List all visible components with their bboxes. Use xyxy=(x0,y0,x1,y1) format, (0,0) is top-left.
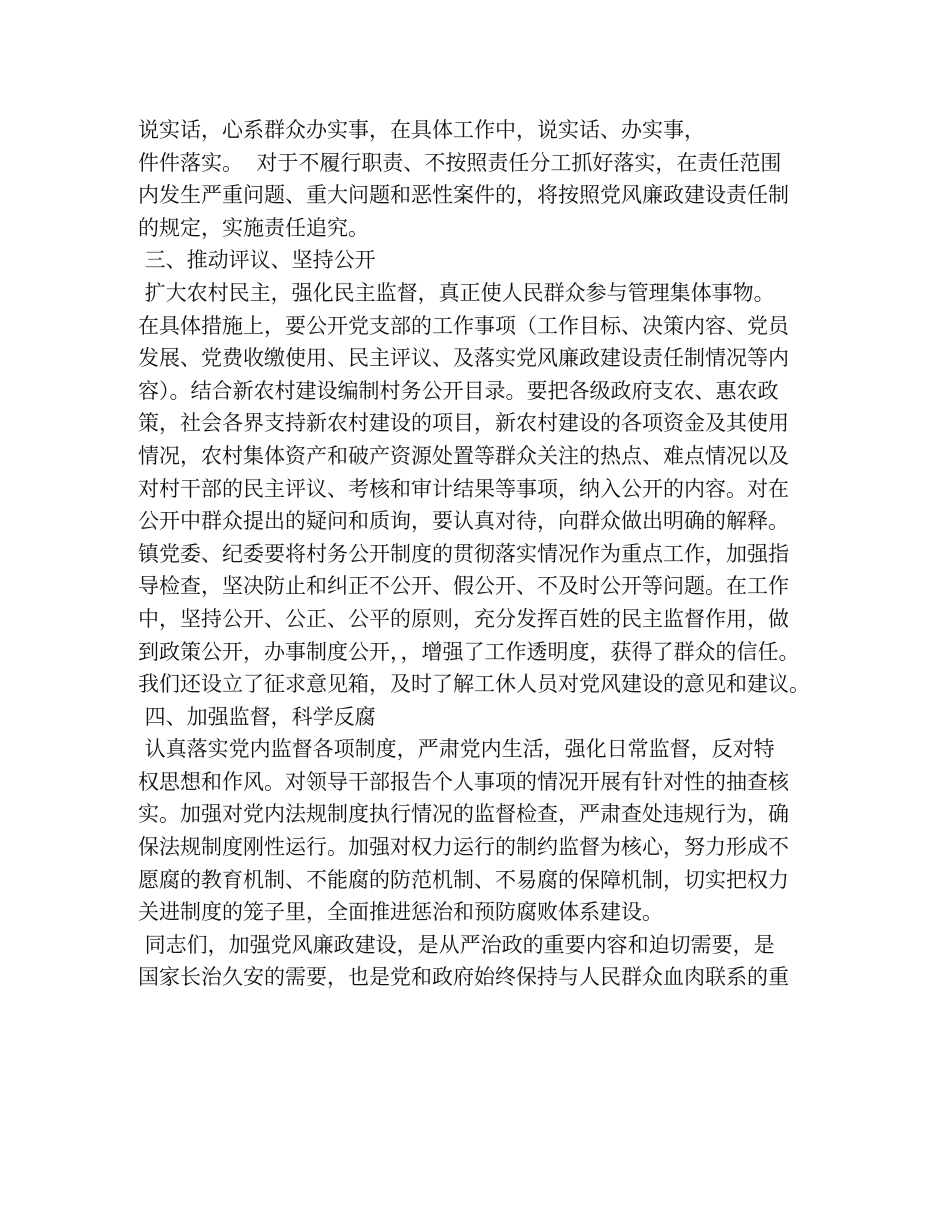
text-line: 认真落实党内监督各项制度，严肃党内生活，强化日常监督，反对特 xyxy=(138,737,775,762)
text-line: 四、加强监督，科学反腐 xyxy=(138,704,376,729)
text-line: 愿腐的教育机制、不能腐的防范机制、不易腐的保障机制，切实把权力 xyxy=(138,867,789,892)
text-line: 说实话，心系群众办实事，在具体工作中，说实话、办实事， xyxy=(138,118,705,142)
text-line: 实。加强对党内法规制度执行情况的监督检查，严肃查处违规行为，确 xyxy=(138,802,789,827)
text-line: 容）。结合新农村建设编制村务公开目录。要把各级政府支农、惠农政 xyxy=(138,378,779,403)
text-line: 权思想和作风。对领导干部报告个人事项的情况开展有针对性的抽查核 xyxy=(138,769,789,794)
text-line: 关进制度的笼子里，全面推进惩治和预防腐败体系建设。 xyxy=(138,900,663,925)
text-line: 件件落实。 对于不履行职责、不按照责任分工抓好落实，在责任范围 xyxy=(138,150,782,175)
text-line: 策，社会各界支持新农村建设的项目，新农村建设的各项资金及其使用 xyxy=(138,411,789,436)
text-line: 导检查，坚决防止和纠正不公开、假公开、不及时公开等问题。在工作 xyxy=(138,574,789,599)
text-line: 中，坚持公开、公正、公平的原则，充分发挥百姓的民主监督作用，做 xyxy=(138,606,789,631)
text-line: 我们还设立了征求意见箱，及时了解工休人员对党风建设的意见和建议。 xyxy=(138,672,810,697)
body-text xyxy=(138,114,828,994)
text-line: 扩大农村民主，强化民主监督，真正使人民群众参与管理集体事物。 xyxy=(138,280,775,305)
text-line: 情况，农村集体资产和破产资源处置等群众关注的热点、难点情况以及 xyxy=(138,443,789,468)
text-line: 的规定，实施责任追究。 xyxy=(138,215,369,240)
text-line: 镇党委、纪委要将村务公开制度的贯彻落实情况作为重点工作，加强指 xyxy=(138,541,789,566)
text-line: 同志们，加强党风廉政建设，是从严治政的重要内容和迫切需要，是 xyxy=(138,932,775,957)
text-line: 在具体措施上，要公开党支部的工作事项（工作目标、决策内容、党员 xyxy=(138,313,789,338)
text-line: 国家长治久安的需要，也是党和政府始终保持与人民群众血肉联系的重 xyxy=(138,965,789,990)
text-line: 三、推动评议、坚持公开 xyxy=(138,248,376,273)
text-line: 对村干部的民主评议、考核和审计结果等事项，纳入公开的内容。对在 xyxy=(138,476,789,501)
text-line: 保法规制度刚性运行。加强对权力运行的制约监督为核心，努力形成不 xyxy=(138,835,789,860)
text-line: 公开中群众提出的疑问和质询，要认真对待，向群众做出明确的解释。 xyxy=(138,509,789,534)
text-line: 发展、党费收缴使用、民主评议、及落实党风廉政建设责任制情况等内 xyxy=(138,346,789,371)
text-line: 内发生严重问题、重大问题和恶性案件的，将按照党风廉政建设责任制 xyxy=(138,183,789,208)
text-line: 到政策公开，办事制度公开，，增强了工作透明度，获得了群众的信任。 xyxy=(138,639,800,664)
